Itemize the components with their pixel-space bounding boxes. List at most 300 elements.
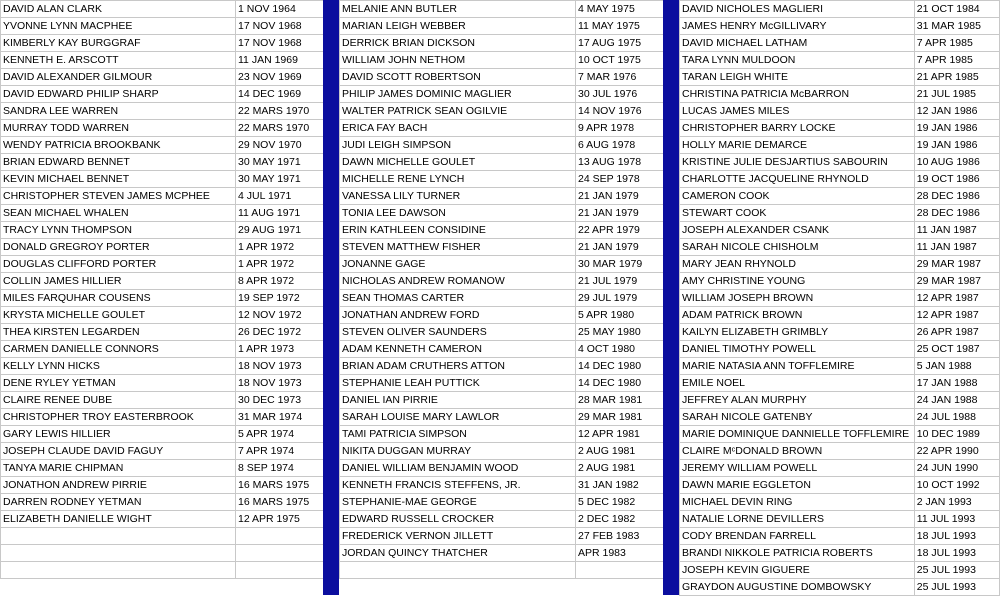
name-cell[interactable]: JAMES HENRY McGILLIVARY [680,18,915,35]
table-row [680,477,1000,494]
name-cell[interactable]: DENE RYLEY YETMAN [1,375,236,392]
date-cell[interactable]: 13 AUG 1978 [576,154,664,171]
name-cell[interactable]: DAVID ALEXANDER GILMOUR [1,69,236,86]
table-row [680,443,1000,460]
date-cell[interactable]: 24 JUL 1988 [914,409,999,426]
table-row [680,256,1000,273]
date-cell[interactable]: 22 APR 1979 [576,222,664,239]
date-cell[interactable]: 12 APR 1987 [914,307,999,324]
table-row [340,426,664,443]
table-row [680,460,1000,477]
name-cell[interactable]: WILLIAM JOSEPH BROWN [680,290,915,307]
name-cell[interactable]: JORDAN QUINCY THATCHER [340,545,576,562]
table-row [340,52,664,69]
date-cell[interactable]: 21 JUL 1979 [576,273,664,290]
name-cell[interactable]: KEVIN MICHAEL BENNET [1,171,236,188]
name-cell[interactable]: NICHOLAS ANDREW ROMANOW [340,273,576,290]
date-cell[interactable]: 21 OCT 1984 [914,1,999,18]
table-row [680,222,1000,239]
table-row [1,409,324,426]
date-cell[interactable]: 31 JAN 1982 [576,477,664,494]
date-cell[interactable]: 21 JAN 1979 [576,205,664,222]
name-cell[interactable] [1,562,236,579]
table-row [680,52,1000,69]
date-cell[interactable]: 6 AUG 1978 [576,137,664,154]
table-row [1,358,324,375]
name-cell[interactable]: KENNETH FRANCIS STEFFENS, JR. [340,477,576,494]
name-cell[interactable]: TRACY LYNN THOMPSON [1,222,236,239]
table-row [340,1,664,18]
date-cell[interactable]: APR 1983 [576,545,664,562]
date-cell[interactable]: 29 JUL 1979 [576,290,664,307]
name-cell[interactable]: TARA LYNN MULDOON [680,52,915,69]
date-cell[interactable]: 24 JAN 1988 [914,392,999,409]
date-cell[interactable]: 4 MAY 1975 [576,1,664,18]
date-cell[interactable]: 8 SEP 1974 [236,460,324,477]
column-group-2 [339,0,664,579]
date-cell[interactable]: 18 NOV 1973 [236,358,324,375]
table-row [340,409,664,426]
name-cell[interactable]: EMILE NOEL [680,375,915,392]
table-row [340,35,664,52]
date-cell[interactable]: 16 MARS 1975 [236,477,324,494]
date-cell[interactable]: 25 MAY 1980 [576,324,664,341]
blue-divider-2 [663,0,679,595]
table-row [340,137,664,154]
date-cell[interactable]: 1 APR 1972 [236,239,324,256]
name-cell[interactable] [1,528,236,545]
table-row [680,545,1000,562]
date-cell[interactable]: 26 APR 1987 [914,324,999,341]
date-cell[interactable]: 30 MAR 1979 [576,256,664,273]
table-row [680,137,1000,154]
table-row [1,460,324,477]
name-cell[interactable]: WENDY PATRICIA BROOKBANK [1,137,236,154]
name-cell[interactable]: DAVID MICHAEL LATHAM [680,35,915,52]
date-cell[interactable]: 21 JAN 1979 [576,188,664,205]
name-cell[interactable]: GARY LEWIS HILLIER [1,426,236,443]
name-cell[interactable]: CHARLOTTE JACQUELINE RHYNOLD [680,171,915,188]
name-cell[interactable]: MARIE DOMINIQUE DANNIELLE TOFFLEMIRE [680,426,915,443]
name-cell[interactable]: KIMBERLY KAY BURGGRAF [1,35,236,52]
table-row [340,307,664,324]
date-cell[interactable]: 27 FEB 1983 [576,528,664,545]
name-cell[interactable]: SEAN MICHAEL WHALEN [1,205,236,222]
date-cell[interactable]: 5 APR 1980 [576,307,664,324]
table-row [1,86,324,103]
date-cell[interactable]: 19 JAN 1986 [914,120,999,137]
date-cell[interactable]: 22 APR 1990 [914,443,999,460]
name-cell[interactable]: JEREMY WILLIAM POWELL [680,460,915,477]
table-row [680,341,1000,358]
column-group-3 [679,0,1000,596]
date-cell[interactable]: 7 APR 1985 [914,52,999,69]
name-cell[interactable] [1,545,236,562]
table-row [340,154,664,171]
table-row [1,392,324,409]
table-row [340,477,664,494]
table-row [680,18,1000,35]
table-row [1,137,324,154]
table-row [1,205,324,222]
name-cell[interactable]: STEPHANIE LEAH PUTTICK [340,375,576,392]
table-row [1,273,324,290]
date-cell[interactable]: 11 JUL 1993 [914,511,999,528]
table-row [340,222,664,239]
date-cell[interactable]: 17 NOV 1968 [236,35,324,52]
date-cell[interactable]: 7 APR 1974 [236,443,324,460]
table-row [1,375,324,392]
name-cell[interactable]: TAMI PATRICIA SIMPSON [340,426,576,443]
name-cell[interactable]: TONIA LEE DAWSON [340,205,576,222]
table-row [680,273,1000,290]
date-cell[interactable]: 14 DEC 1980 [576,375,664,392]
date-cell[interactable]: 28 MAR 1981 [576,392,664,409]
name-cell[interactable]: WILLIAM JOHN NETHOM [340,52,576,69]
name-cell[interactable]: THEA KIRSTEN LEGARDEN [1,324,236,341]
table-row [680,511,1000,528]
date-cell[interactable]: 30 MAY 1971 [236,154,324,171]
name-cell[interactable]: MURRAY TODD WARREN [1,120,236,137]
name-cell[interactable]: DANIEL WILLIAM BENJAMIN WOOD [340,460,576,477]
date-cell[interactable]: 7 APR 1985 [914,35,999,52]
name-cell[interactable]: MARY JEAN RHYNOLD [680,256,915,273]
name-cell[interactable]: BRANDI NIKKOLE PATRICIA ROBERTS [680,545,915,562]
name-cell[interactable]: NIKITA DUGGAN MURRAY [340,443,576,460]
table-row [680,358,1000,375]
table-row [680,562,1000,579]
date-cell[interactable]: 18 NOV 1973 [236,375,324,392]
name-cell[interactable]: TARAN LEIGH WHITE [680,69,915,86]
date-cell[interactable]: 25 OCT 1987 [914,341,999,358]
date-cell[interactable]: 21 JAN 1979 [576,239,664,256]
date-cell[interactable]: 2 DEC 1982 [576,511,664,528]
table-row [340,460,664,477]
date-cell[interactable]: 4 JUL 1971 [236,188,324,205]
date-cell[interactable]: 21 JUL 1985 [914,86,999,103]
date-cell[interactable]: 16 MARS 1975 [236,494,324,511]
name-cell[interactable]: DOUGLAS CLIFFORD PORTER [1,256,236,273]
table-row [340,392,664,409]
name-cell[interactable]: CHRISTOPHER STEVEN JAMES MCPHEE [1,188,236,205]
name-cell[interactable]: CLAIRE MᶜDONALD BROWN [680,443,915,460]
name-cell[interactable]: DAWN MARIE EGGLETON [680,477,915,494]
date-cell[interactable]: 7 MAR 1976 [576,69,664,86]
date-cell[interactable]: 10 OCT 1992 [914,477,999,494]
table-row [1,307,324,324]
date-cell[interactable]: 12 APR 1981 [576,426,664,443]
table-row [1,528,324,545]
table-row [1,324,324,341]
table-row [340,18,664,35]
name-cell[interactable]: SANDRA LEE WARREN [1,103,236,120]
date-cell[interactable]: 14 DEC 1969 [236,86,324,103]
name-cell[interactable]: TANYA MARIE CHIPMAN [1,460,236,477]
date-cell[interactable]: 22 MARS 1970 [236,120,324,137]
table-row [340,205,664,222]
table-row [340,256,664,273]
table-row [1,154,324,171]
name-cell[interactable]: STEVEN MATTHEW FISHER [340,239,576,256]
name-cell[interactable]: DANIEL TIMOTHY POWELL [680,341,915,358]
name-cell[interactable]: DAVID EDWARD PHILIP SHARP [1,86,236,103]
table-row [680,324,1000,341]
date-cell[interactable]: 28 DEC 1986 [914,188,999,205]
table-row [1,477,324,494]
table-row [340,120,664,137]
table-row [680,426,1000,443]
column-group-1 [0,0,324,579]
table-row [340,324,664,341]
table-row [680,290,1000,307]
table-row [680,69,1000,86]
date-cell[interactable]: 14 DEC 1980 [576,358,664,375]
table-row [680,579,1000,596]
table-row [1,290,324,307]
table-row [680,375,1000,392]
table-row [340,290,664,307]
name-cell[interactable]: DAVID NICHOLES MAGLIERI [680,1,915,18]
table-row [340,545,664,562]
date-cell[interactable]: 17 NOV 1968 [236,18,324,35]
date-cell[interactable]: 28 DEC 1986 [914,205,999,222]
table-row [1,69,324,86]
table-row [680,494,1000,511]
date-cell[interactable]: 4 OCT 1980 [576,341,664,358]
table-row [340,69,664,86]
date-cell[interactable]: 25 JUL 1993 [914,562,999,579]
date-cell[interactable] [236,562,324,579]
date-cell[interactable]: 21 APR 1985 [914,69,999,86]
date-cell[interactable]: 19 OCT 1986 [914,171,999,188]
name-cell[interactable]: CAMERON COOK [680,188,915,205]
date-cell[interactable]: 29 AUG 1971 [236,222,324,239]
date-cell[interactable]: 11 JAN 1987 [914,239,999,256]
date-cell[interactable]: 12 APR 1987 [914,290,999,307]
name-cell[interactable]: JONATHAN ANDREW FORD [340,307,576,324]
name-cell[interactable]: KELLY LYNN HICKS [1,358,236,375]
date-cell[interactable]: 24 SEP 1978 [576,171,664,188]
date-cell[interactable]: 10 DEC 1989 [914,426,999,443]
name-cell[interactable]: CHRISTOPHER TROY EASTERBROOK [1,409,236,426]
date-cell[interactable]: 2 JAN 1993 [914,494,999,511]
name-cell[interactable]: COLLIN JAMES HILLIER [1,273,236,290]
name-cell[interactable]: SARAH LOUISE MARY LAWLOR [340,409,576,426]
name-cell[interactable]: STEWART COOK [680,205,915,222]
table-row [680,35,1000,52]
date-cell[interactable]: 11 JAN 1969 [236,52,324,69]
table-row [1,52,324,69]
name-cell[interactable]: ADAM KENNETH CAMERON [340,341,576,358]
date-cell[interactable]: 24 JUN 1990 [914,460,999,477]
name-cell[interactable]: KRISTINE JULIE DESJARTIUS SABOURIN [680,154,915,171]
date-cell[interactable]: 12 JAN 1986 [914,103,999,120]
table-row [680,103,1000,120]
table-row [680,239,1000,256]
name-cell[interactable]: KENNETH E. ARSCOTT [1,52,236,69]
name-cell[interactable]: SEAN THOMAS CARTER [340,290,576,307]
name-cell[interactable]: STEVEN OLIVER SAUNDERS [340,324,576,341]
date-cell[interactable]: 14 NOV 1976 [576,103,664,120]
date-cell[interactable]: 19 SEP 1972 [236,290,324,307]
date-cell[interactable]: 1 APR 1972 [236,256,324,273]
date-cell[interactable]: 23 NOV 1969 [236,69,324,86]
name-cell[interactable]: CLAIRE RENEE DUBE [1,392,236,409]
name-cell[interactable]: BRIAN ADAM CRUTHERS ATTON [340,358,576,375]
date-cell[interactable]: 10 OCT 1975 [576,52,664,69]
name-cell[interactable]: MARIE NATASIA ANN TOFFLEMIRE [680,358,915,375]
name-cell[interactable]: SARAH NICOLE CHISHOLM [680,239,915,256]
name-cell[interactable]: WALTER PATRICK SEAN OGILVIE [340,103,576,120]
name-cell[interactable]: JUDI LEIGH SIMPSON [340,137,576,154]
name-cell[interactable]: HOLLY MARIE DEMARCE [680,137,915,154]
name-cell[interactable]: NATALIE LORNE DEVILLERS [680,511,915,528]
name-cell[interactable]: ELIZABETH DANIELLE WIGHT [1,511,236,528]
table-row [680,120,1000,137]
date-cell[interactable]: 5 DEC 1982 [576,494,664,511]
date-cell[interactable]: 19 JAN 1986 [914,137,999,154]
date-cell[interactable]: 29 MAR 1987 [914,256,999,273]
date-cell[interactable]: 17 JAN 1988 [914,375,999,392]
name-cell[interactable]: DANIEL IAN PIRRIE [340,392,576,409]
date-cell[interactable]: 5 APR 1974 [236,426,324,443]
date-cell[interactable]: 30 MAY 1971 [236,171,324,188]
table-row [680,171,1000,188]
date-cell[interactable]: 2 AUG 1981 [576,460,664,477]
table-row [1,545,324,562]
date-cell[interactable]: 29 MAR 1981 [576,409,664,426]
date-cell[interactable]: 30 JUL 1976 [576,86,664,103]
date-cell[interactable]: 9 APR 1978 [576,120,664,137]
name-cell[interactable]: MILES FARQUHAR COUSENS [1,290,236,307]
table-row [680,528,1000,545]
name-cell[interactable]: KRYSTA MICHELLE GOULET [1,307,236,324]
date-cell[interactable]: 25 JUL 1993 [914,579,999,596]
name-date-table-1 [0,0,324,579]
date-cell[interactable]: 8 APR 1972 [236,273,324,290]
date-cell[interactable]: 30 DEC 1973 [236,392,324,409]
date-cell[interactable]: 2 AUG 1981 [576,443,664,460]
name-cell[interactable]: ADAM PATRICK BROWN [680,307,915,324]
name-cell[interactable]: DONALD GREGROY PORTER [1,239,236,256]
table-row [1,494,324,511]
name-cell[interactable]: JONATHON ANDREW PIRRIE [1,477,236,494]
name-cell[interactable]: DAVID ALAN CLARK [1,1,236,18]
name-cell[interactable]: ERIN KATHLEEN CONSIDINE [340,222,576,239]
date-cell[interactable] [236,545,324,562]
table-row [340,511,664,528]
date-cell[interactable]: 11 MAY 1975 [576,18,664,35]
date-cell[interactable] [576,562,664,579]
date-cell[interactable]: 29 NOV 1970 [236,137,324,154]
name-cell[interactable]: MICHELLE RENE LYNCH [340,171,576,188]
date-cell[interactable]: 11 JAN 1987 [914,222,999,239]
name-cell[interactable]: MARIAN LEIGH WEBBER [340,18,576,35]
name-cell[interactable]: JONANNE GAGE [340,256,576,273]
table-row [680,86,1000,103]
table-row [1,443,324,460]
blue-divider-1 [323,0,339,595]
table-row [680,188,1000,205]
name-cell[interactable]: PHILIP JAMES DOMINIC MAGLIER [340,86,576,103]
name-cell[interactable] [340,562,576,579]
name-cell[interactable]: JOSEPH CLAUDE DAVID FAGUY [1,443,236,460]
table-row [340,443,664,460]
table-row [1,239,324,256]
name-cell[interactable]: CODY BRENDAN FARRELL [680,528,915,545]
table-row [340,239,664,256]
name-cell[interactable]: DERRICK BRIAN DICKSON [340,35,576,52]
name-cell[interactable]: GRAYDON AUGUSTINE DOMBOWSKY [680,579,915,596]
table-row [1,103,324,120]
date-cell[interactable]: 10 AUG 1986 [914,154,999,171]
table-row [1,35,324,52]
name-cell[interactable]: SARAH NICOLE GATENBY [680,409,915,426]
name-cell[interactable]: JOSEPH KEVIN GIGUERE [680,562,915,579]
name-cell[interactable]: MICHAEL DEVIN RING [680,494,915,511]
name-cell[interactable]: MELANIE ANN BUTLER [340,1,576,18]
name-cell[interactable]: KAILYN ELIZABETH GRIMBLY [680,324,915,341]
name-cell[interactable]: AMY CHRISTINE YOUNG [680,273,915,290]
name-cell[interactable]: STEPHANIE-MAE GEORGE [340,494,576,511]
table-row [680,154,1000,171]
date-cell[interactable]: 11 AUG 1971 [236,205,324,222]
date-cell[interactable]: 18 JUL 1993 [914,545,999,562]
date-cell[interactable]: 22 MARS 1970 [236,103,324,120]
date-cell[interactable]: 1 APR 1973 [236,341,324,358]
date-cell[interactable]: 17 AUG 1975 [576,35,664,52]
table-row [680,1,1000,18]
name-cell[interactable]: DARREN RODNEY YETMAN [1,494,236,511]
name-cell[interactable]: CARMEN DANIELLE CONNORS [1,341,236,358]
name-date-table-2 [339,0,664,579]
name-cell[interactable]: VANESSA LILY TURNER [340,188,576,205]
date-cell[interactable]: 1 NOV 1964 [236,1,324,18]
table-row [340,341,664,358]
name-cell[interactable]: DAWN MICHELLE GOULET [340,154,576,171]
table-row [680,392,1000,409]
name-cell[interactable]: BRIAN EDWARD BENNET [1,154,236,171]
date-cell[interactable]: 12 NOV 1972 [236,307,324,324]
date-cell[interactable]: 12 APR 1975 [236,511,324,528]
name-cell[interactable]: CHRISTINA PATRICIA McBARRON [680,86,915,103]
date-cell[interactable]: 31 MAR 1985 [914,18,999,35]
table-row [680,409,1000,426]
date-cell[interactable]: 26 DEC 1972 [236,324,324,341]
date-cell[interactable]: 29 MAR 1987 [914,273,999,290]
name-cell[interactable]: JEFFREY ALAN MURPHY [680,392,915,409]
date-cell[interactable] [236,528,324,545]
table-row [1,341,324,358]
date-cell[interactable]: 18 JUL 1993 [914,528,999,545]
date-cell[interactable]: 5 JAN 1988 [914,358,999,375]
name-cell[interactable]: DAVID SCOTT ROBERTSON [340,69,576,86]
date-cell[interactable]: 31 MAR 1974 [236,409,324,426]
name-cell[interactable]: YVONNE LYNN MACPHEE [1,18,236,35]
table-row [1,188,324,205]
name-cell[interactable]: ERICA FAY BACH [340,120,576,137]
table-row [340,375,664,392]
table-row [1,511,324,528]
name-cell[interactable]: FREDERICK VERNON JILLETT [340,528,576,545]
name-cell[interactable]: EDWARD RUSSELL CROCKER [340,511,576,528]
name-cell[interactable]: LUCAS JAMES MILES [680,103,915,120]
name-cell[interactable]: CHRISTOPHER BARRY LOCKE [680,120,915,137]
table-row [1,1,324,18]
name-cell[interactable]: JOSEPH ALEXANDER CSANK [680,222,915,239]
table-row [340,103,664,120]
table-row [340,273,664,290]
